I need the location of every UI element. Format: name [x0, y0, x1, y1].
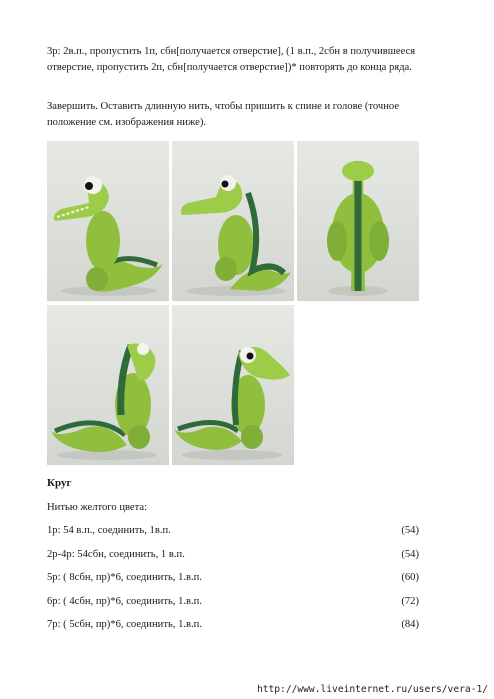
row-text: 6р: ( 4сбн, пр)*6, соединить, 1.в.п.: [47, 595, 202, 607]
section-subtitle: Нитью желтого цвета:: [47, 502, 148, 513]
row-text: 5р: ( 8сбн, пр)*6, соединить, 1.в.п.: [47, 572, 202, 583]
source-url[interactable]: http://www.liveinternet.ru/users/vera-1/: [256, 684, 488, 695]
stitch-count: (54): [401, 548, 419, 560]
pattern-row: [47, 524, 419, 548]
finish-instructions: Завершить. Оставить длинную нить, чтобы пришить к спине и голове (точное положение см. изображения ниже).: [47, 101, 400, 128]
row-text: 7р: ( 5сбн, пр)*6, соединить, 1.в.п.: [47, 619, 202, 630]
section-title: Круг: [47, 477, 72, 489]
stitch-count: (84): [401, 619, 419, 630]
pattern-row: [47, 618, 419, 642]
pattern-row: [47, 595, 419, 619]
stitch-count: (60): [401, 572, 419, 583]
row-text: 1р: 54 в.п., соединить, 1в.п.: [47, 525, 171, 536]
crocodile-photo-side-left: [47, 141, 169, 301]
stitch-count: (54): [401, 525, 419, 536]
pattern-rows: [47, 524, 419, 642]
pattern-row: [47, 548, 419, 572]
crocodile-photo-side-right: [47, 305, 169, 465]
pattern-row: [47, 571, 419, 595]
row-text: 2р-4р: 54сбн, соединить, 1 в.п.: [47, 548, 185, 560]
crocodile-photo-three-quarter: [172, 141, 294, 301]
row3-instructions: 3р: 2в.п., пропустить 1п, сбн[получается отверстие], (1 в.п., 2сбн в получившееся отверстие, пропустить 2п, сбн[получается отверстие])* повторять до конца ряда.: [47, 46, 416, 73]
crocodile-photo-front-right: [172, 305, 294, 465]
stitch-count: (72): [401, 595, 419, 607]
crocodile-photo-back: [297, 141, 419, 301]
